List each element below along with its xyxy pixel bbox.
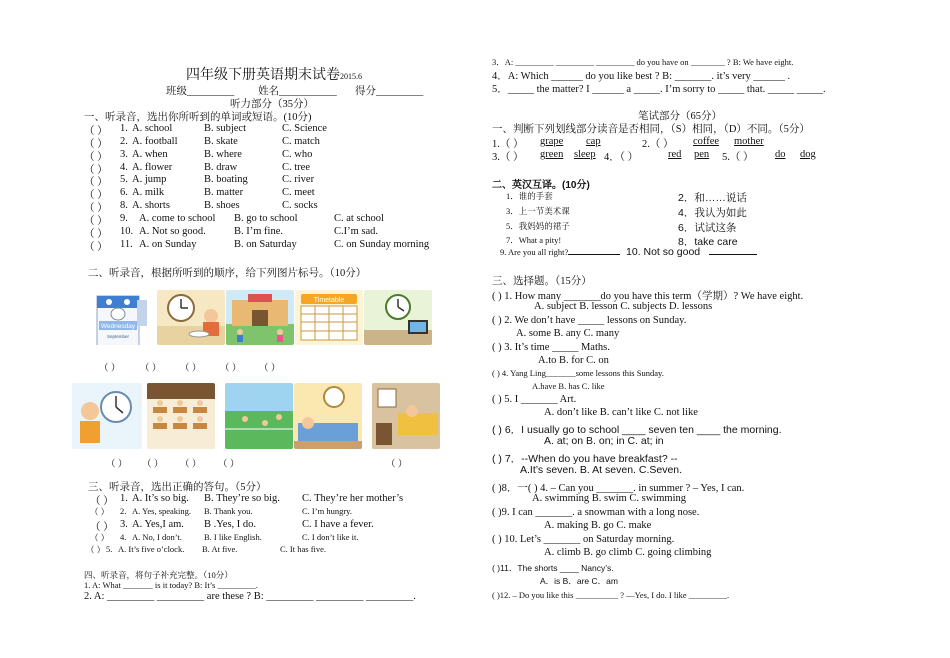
translation-item: 6．试试这条 [678, 222, 737, 234]
listening-s3-heading: 三、听录音，选出正确的答句。（5分） [88, 482, 267, 493]
choice-question: ( ) 5. I _______ Art. [492, 394, 577, 405]
phonics-word: coffee [693, 136, 720, 147]
choice-question: ( )9. I can _______. a snowman with a long nose. [492, 507, 700, 518]
choice-options: A. subject B. lesson C. subjects D. lessons [534, 301, 713, 312]
translation-item: 8．take care [678, 236, 738, 248]
choice-options: A. some B. any C. many [516, 328, 620, 339]
written-heading: 笔试部分（65分） [638, 111, 722, 122]
option-b: B. Thank you. [204, 506, 253, 516]
choice-question: ( ) 4. Yang Ling_______some lessons this Sunday. [492, 368, 664, 378]
phonics-answer[interactable]: 2.（ ） [642, 139, 674, 150]
option-a: A. flower [132, 162, 173, 173]
option-a: A. Yes, speaking. [132, 506, 192, 516]
translation-9 [500, 247, 620, 257]
option-a: A. shorts [132, 200, 170, 211]
phonics-word: grape [540, 136, 564, 147]
choice-question: ( ) 6．I usually go to school ____ seven ten ____ the morning. [492, 424, 782, 436]
clock-boy-picture [72, 383, 142, 449]
listening-s1-heading: 一、听录音，选出你所听到的单词或短语。(10分) [84, 112, 312, 123]
translation-item: 4．我认为如此 [678, 207, 747, 219]
picture-answer-8[interactable]: （ ） [180, 460, 202, 470]
sleeping-picture [294, 383, 362, 449]
option-a: A. jump [132, 174, 167, 185]
option-a: A. No, I don’t. [132, 532, 182, 542]
timetable-picture [295, 290, 363, 345]
option-b: B. They’re so big. [204, 493, 280, 504]
answer-paren[interactable]: （ ） [84, 190, 108, 201]
answer-paren[interactable]: （ ） [84, 216, 108, 227]
choice-question: ( )12. – Do you like this __________ ? —Yes, I do. I like _________. [492, 590, 730, 600]
option-b: B. At five. [202, 544, 238, 554]
phonics-word: pen [694, 149, 710, 160]
option-a: A. on Sunday [139, 239, 197, 250]
choice-question: ( ) 3. It’s time _____ Maths. [492, 342, 610, 353]
calendar-picture [89, 290, 157, 345]
choice-options: A．is B．are C．am [540, 576, 618, 586]
score-field: 得分_________ [355, 86, 424, 97]
listening-heading: 听力部分（35分） [230, 99, 314, 110]
option-b: B. subject [204, 123, 246, 134]
question-number: 1. [120, 493, 128, 504]
phonics-word: sleep [574, 149, 596, 160]
question-number: 2. [120, 136, 128, 147]
option-c: C. at school [334, 213, 384, 224]
translation-10 [626, 246, 757, 258]
question-number: 3. [120, 519, 128, 530]
question-number: 10. [120, 226, 134, 237]
question-number: 9. [120, 213, 128, 224]
picture-answer-3[interactable]: （ ） [180, 364, 202, 374]
translation-10-blank[interactable] [709, 254, 757, 255]
option-c: C. river [282, 174, 315, 185]
option-c: C. They’re her mother’s [302, 493, 404, 504]
translation-item: 2．和……说话 [678, 192, 747, 204]
translation-9-text: 9. Are you all right? [500, 247, 569, 257]
option-a: A. Not so good. [139, 226, 206, 237]
choice-options: A. making B. go C. make [544, 520, 652, 531]
phonics-answer[interactable]: 1.（ ） [492, 139, 524, 150]
translation-9-blank[interactable] [568, 254, 620, 255]
bedroom-picture [372, 383, 440, 449]
question-number: 4. [120, 162, 128, 173]
option-a: A. football [132, 136, 178, 147]
translation-10-text: 10. Not so good [626, 246, 701, 258]
page-title [186, 64, 362, 84]
calendar-day-text: Wednesday [100, 323, 136, 330]
answer-paren[interactable]: （ ） [90, 522, 114, 533]
option-c: C. tree [282, 162, 310, 173]
answer-paren[interactable]: （ ） [84, 242, 108, 253]
picture-answer-9[interactable]: （ ） [218, 460, 240, 470]
choice-question: ( ) 2. We don’t have _____ lessons on Sunday. [492, 315, 687, 326]
fill-line-1: 1. A: What _______ is it today? B: It’s _________. [84, 580, 258, 590]
choice-options: A. swimming B. swim C. swimming [532, 493, 687, 504]
choice-question: ( ) 1. How many _______do you have this term（学期）? We have eight. [492, 291, 804, 302]
clock-tv-picture [364, 290, 432, 345]
phonics-word: do [775, 149, 786, 160]
choice-question: ( )8．一( ) 4. – Can you _______. in summer ? – Yes, I can. [492, 483, 745, 494]
listening-s2-heading: 二、听录音，根据所听到的顺序，给下列图片标号。（10分） [88, 268, 367, 279]
choice-question: ( ) 10. Let’s _______ on Saturday morning. [492, 534, 675, 545]
playground-picture [225, 383, 293, 449]
phonics-word: dog [800, 149, 816, 160]
classroom-picture [147, 383, 215, 449]
phonics-word: green [540, 149, 564, 160]
option-a: A. milk [132, 187, 165, 198]
listening-s4-heading: 四、听录音，将句子补充完整。（10分） [84, 570, 233, 580]
translation-item: 7．What a pity! [506, 235, 562, 245]
choice-options: A.It’s seven. B. At seven. C.Seven. [520, 464, 683, 476]
fill-line-5: 5．_____ the matter? I ______ a _____. I’m sorry to _____ that. _____ _____. [492, 84, 826, 95]
phonics-answer[interactable]: 5.（ ） [722, 152, 754, 163]
option-c: C. I have a fever. [302, 519, 374, 530]
question-number: 5. [120, 174, 128, 185]
choice-options: A.have B. has C. like [532, 381, 605, 391]
question-number: 2. [120, 506, 127, 516]
option-b: B. shoes [204, 200, 240, 211]
choice-options: A. at; on B. on; in C. at; in [544, 435, 664, 447]
option-c: C. Science [282, 123, 327, 134]
option-b: B. I’m fine. [234, 226, 283, 237]
option-b: B .Yes, I do. [204, 519, 257, 530]
option-c: C. I don’t like it. [302, 532, 359, 542]
answer-paren[interactable]: （ ） [90, 496, 114, 507]
choice-options: A. don’t like B. can’t like C. not like [544, 407, 698, 418]
question-number: 3. [120, 149, 128, 160]
translation-item: 5．我妈妈的裙子 [506, 221, 570, 231]
option-b: B. draw [204, 162, 238, 173]
option-a: A. Yes,I am. [132, 519, 184, 530]
clock-eating-picture [157, 290, 225, 345]
fill-line-4: 4．A: Which ______ do you like best ? B: _______. it’s very ______ . [492, 71, 791, 82]
choice-question: ( ) 7．--When do you have breakfast? -- [492, 453, 678, 465]
picture-answer-4[interactable]: （ ） [220, 364, 242, 374]
question-number: 8. [120, 200, 128, 211]
picture-answer-5[interactable]: （ ） [259, 364, 281, 374]
option-c: C. socks [282, 200, 318, 211]
picture-answer-2[interactable]: （ ） [140, 364, 162, 374]
phonics-answer[interactable]: 3.（ ） [492, 152, 524, 163]
written-s3-heading: 三、选择题。（15分） [492, 276, 592, 287]
option-c: C.I’m sad. [334, 226, 379, 237]
answer-paren[interactable]: （ ） [84, 165, 108, 176]
answer-paren[interactable]: （ ） [84, 177, 108, 188]
option-a: A. come to school [139, 213, 216, 224]
option-b: B. go to school [234, 213, 298, 224]
title-date: 2015.6 [340, 72, 362, 81]
option-a: A. It’s so big. [132, 493, 189, 504]
answer-paren[interactable]: （ ） [84, 139, 108, 150]
option-a: A. school [132, 123, 173, 134]
school-gate-picture [226, 290, 294, 345]
option-c: C. I’m hungry. [302, 506, 352, 516]
option-c: C. meet [282, 187, 315, 198]
option-b: B. skate [204, 136, 238, 147]
answer-paren[interactable]: （ ） [84, 126, 108, 137]
answer-paren[interactable]: （ ） [84, 152, 108, 163]
option-c: C. who [282, 149, 313, 160]
class-field: 班级_________ [166, 86, 235, 97]
fill-line-2: 2. A: _________ _________ are these ? B: _________ _________ _________. [84, 591, 416, 602]
phonics-answer[interactable]: 4．（ ） [604, 152, 639, 163]
question-number: 11. [120, 239, 133, 250]
translation-item: 1．谁的手套 [506, 191, 553, 201]
answer-paren[interactable]: （ ） [84, 203, 108, 214]
answer-paren[interactable]: （ ） [90, 533, 110, 543]
option-b: B. on Saturday [234, 239, 297, 250]
name-field: 姓名___________ [258, 86, 337, 97]
option-b: B. where [204, 149, 242, 160]
choice-question: ( )11．The shorts ____ Nancy’s. [492, 563, 614, 573]
option-b: B. boating [204, 174, 248, 185]
phonics-word: mother [734, 136, 764, 147]
written-s2-heading: 二、英汉互译。(10分) [492, 180, 590, 191]
option-b: B. matter [204, 187, 244, 198]
option-a: A. when [132, 149, 168, 160]
option-a: A. It’s five o’clock. [118, 544, 185, 554]
question-number: 4. [120, 532, 127, 542]
option-b: B. I like English. [204, 532, 262, 542]
question-number: 6. [120, 187, 128, 198]
picture-answer-6[interactable]: （ ） [106, 460, 128, 470]
title-text: 四年级下册英语期末试卷 [186, 68, 340, 83]
picture-answer-1[interactable]: （ ） [99, 364, 121, 374]
option-c: C. It has five. [280, 544, 327, 554]
translation-item: 3．上一节美术课 [506, 206, 570, 216]
fill-line-3: 3．A: _________ _________ _________ do you have on ________ ? B: We have eight. [492, 57, 794, 67]
answer-paren[interactable]: （ ） [90, 507, 110, 517]
question-number: 1. [120, 123, 128, 134]
picture-answer-10[interactable]: （ ） [386, 460, 408, 470]
answer-paren[interactable]: （ ） [86, 545, 106, 555]
calendar-month-text: September [106, 334, 130, 339]
choice-options: A. climb B. go climb C. going climbing [544, 547, 712, 558]
picture-answer-7[interactable]: （ ） [142, 460, 164, 470]
timetable-title-text: Timetable [313, 297, 345, 304]
option-c: C. match [282, 136, 320, 147]
phonics-word: cap [586, 136, 601, 147]
written-s1-heading: 一、判断下列划线部分读音是否相同，（S）相同，（D）不同。（5分） [492, 124, 810, 135]
question-number: 5. [106, 544, 113, 554]
phonics-word: red [668, 149, 682, 160]
answer-paren[interactable]: （ ） [84, 229, 108, 240]
option-c: C. on Sunday morning [334, 239, 430, 250]
choice-options: A.to B. for C. on [538, 355, 609, 366]
